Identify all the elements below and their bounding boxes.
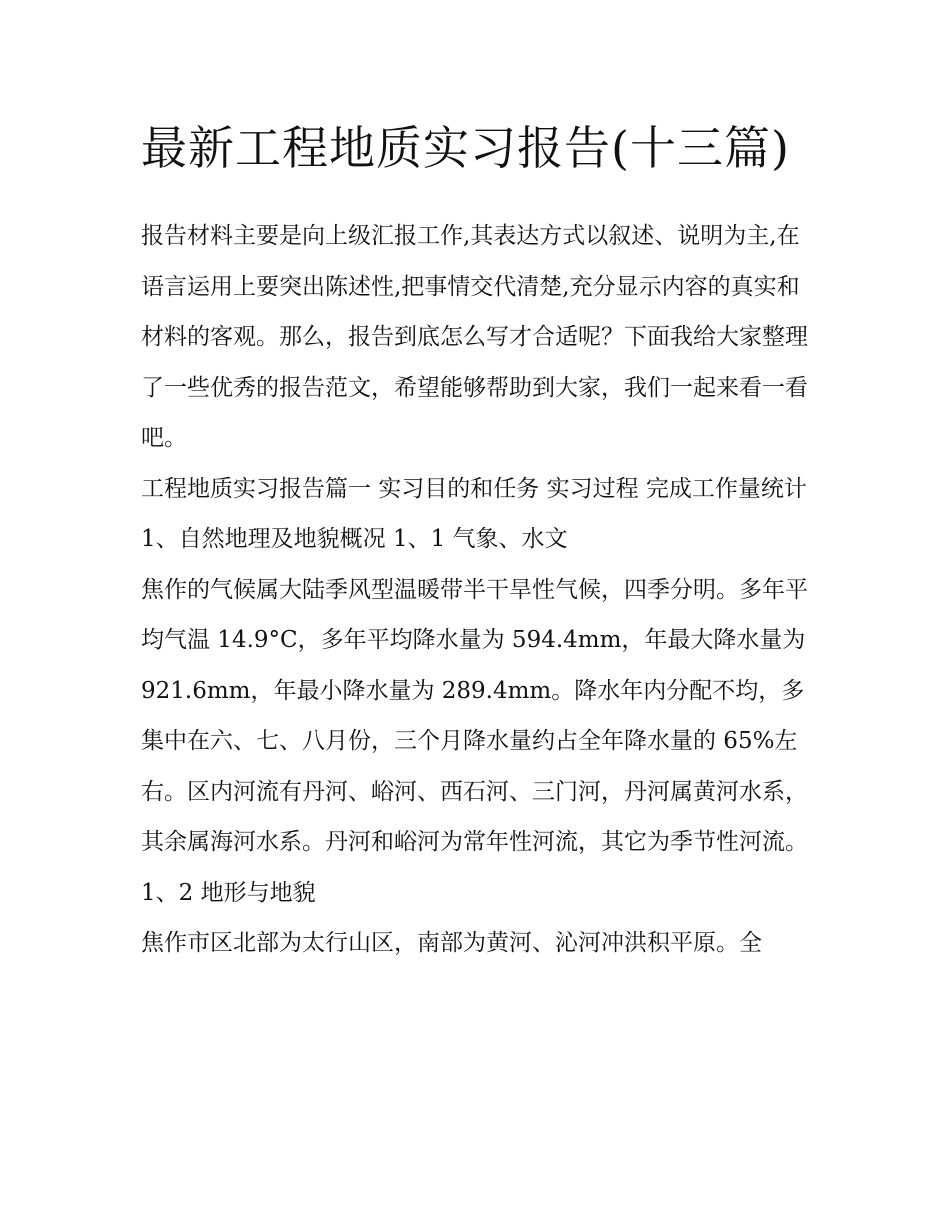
document-body	[141, 112, 817, 969]
terrain-paragraph: 焦作市区北部为太行山区，南部为黄河、沁河冲洪积平原。全	[141, 930, 762, 956]
document-title: 最新工程地质实习报告(十三篇)	[141, 121, 790, 175]
section-1-paragraph: 工程地质实习报告篇一 实习目的和任务 实习过程 完成工作量统计 1、自然地理及地貌概况 1、1 气象、水文	[141, 475, 807, 552]
climate-paragraph: 焦作的气候属大陆季风型温暖带半干旱性气候，四季分明。多年平均气温 14.9°C，多年平均降水量为 594.4mm，年最大降水量为 921.6mm，年最小降水量为 289.4mm。降水年内分配不均，多集中在六、七、八月份，三个月降水量约占全年降水量的 65%左右。区内河流有丹河、峪河、西石河、三门河，丹河属黄河水系，其余属海河水系。丹河和峪河为常年性河流，其它为季节性河流。	[141, 576, 808, 855]
intro-paragraph: 报告材料主要是向上级汇报工作,其表达方式以叙述、说明为主,在语言运用上要突出陈述性,把事情交代清楚,充分显示内容的真实和材料的客观。那么，报告到底怎么写才合适呢？下面我给大家整理了一些优秀的报告范文，希望能够帮助到大家，我们一起来看一看吧。	[141, 223, 808, 451]
terrain-heading: 1、2 地形与地貌	[141, 879, 316, 906]
